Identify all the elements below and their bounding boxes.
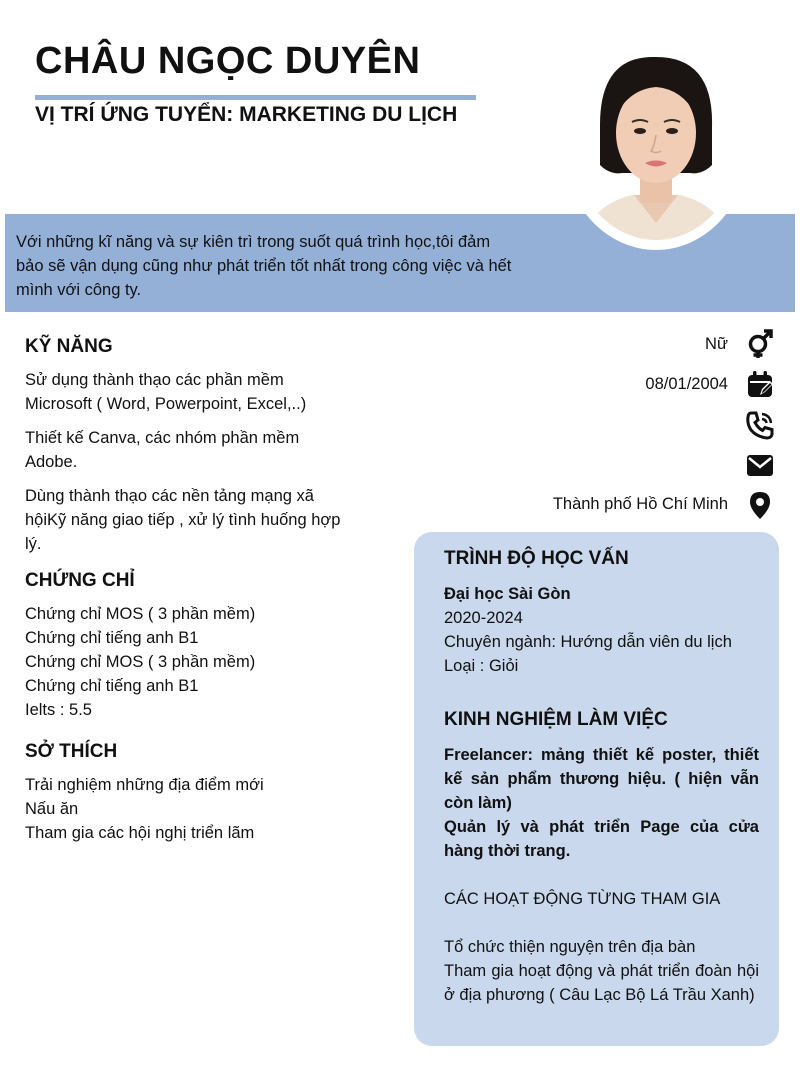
birthday-value: 08/01/2004 <box>645 375 728 393</box>
experience-title: KINH NGHIỆM LÀM VIỆC <box>444 709 668 730</box>
position-title: VỊ TRÍ ỨNG TUYỂN: MARKETING DU LỊCH <box>35 103 458 126</box>
gender-icon <box>745 329 775 359</box>
certificate-item: Chứng chỉ tiếng anh B1 <box>25 629 199 647</box>
skill-item: Dùng thành thạo các nền tảng mạng xã hộiKỹ năng giao tiếp , xử lý tình huống hợp lý. <box>25 487 341 553</box>
education-major: Chuyên ngành: Hướng dẫn viên du lịch <box>444 633 732 651</box>
phone-icon <box>745 410 775 440</box>
hobby-item: Trải nghiệm những địa điểm mới <box>25 776 264 794</box>
avatar <box>572 45 740 240</box>
location-icon <box>745 490 775 520</box>
skills-title: KỸ NĂNG <box>25 336 113 357</box>
hobby-item: Nấu ăn <box>25 800 79 818</box>
candidate-name: CHÂU NGỌC DUYÊN <box>35 40 421 82</box>
summary-text: Với những kĩ năng và sự kiên trì trong suốt quá trình học,tôi đảm bảo sẽ vận dụng cũng như phát triển tốt nhất trong công việc và hết mình với công ty. <box>16 233 512 299</box>
education-school: Đại học Sài Gòn <box>444 585 571 603</box>
certificate-item: Chứng chỉ MOS ( 3 phần mềm) <box>25 605 256 623</box>
education-years: 2020-2024 <box>444 609 523 627</box>
experience-item: Quản lý và phát triển Page của cửa hàng thời trang. <box>444 818 759 860</box>
experience-item: Freelancer: mảng thiết kế poster, thiết kế sản phẩm thương hiệu. ( hiện vẫn còn làm) <box>444 746 759 812</box>
hobbies-title: SỞ THÍCH <box>25 741 118 762</box>
certificate-item: Chứng chỉ tiếng anh B1 <box>25 677 199 695</box>
skill-item: Sử dụng thành thạo các phần mềm Microsoft ( Word, Powerpoint, Excel,..) <box>25 371 307 413</box>
address-value: Thành phố Hồ Chí Minh <box>552 495 728 513</box>
activity-item: Tổ chức thiện nguyện trên địa bàn <box>444 938 696 956</box>
calendar-icon <box>745 370 775 400</box>
certificates-title: CHỨNG CHỈ <box>25 570 135 591</box>
email-icon <box>745 450 775 480</box>
education-title: TRÌNH ĐỘ HỌC VẤN <box>444 548 629 569</box>
certificate-item: Chứng chỉ MOS ( 3 phần mềm) <box>25 653 256 671</box>
gender-value: Nữ <box>705 335 728 353</box>
activity-item: Tham gia hoạt động và phát triển đoàn hội ở địa phương ( Câu Lạc Bộ Lá Trầu Xanh) <box>444 962 759 1004</box>
certificate-item: Ielts : 5.5 <box>25 701 92 719</box>
education-grade: Loại : Giỏi <box>444 657 519 675</box>
activities-title: CÁC HOẠT ĐỘNG TỪNG THAM GIA <box>444 890 721 908</box>
hobby-item: Tham gia các hội nghị triển lãm <box>25 824 255 842</box>
name-underline <box>35 95 476 100</box>
skill-item: Thiết kế Canva, các nhóm phần mềm Adobe. <box>25 429 300 471</box>
